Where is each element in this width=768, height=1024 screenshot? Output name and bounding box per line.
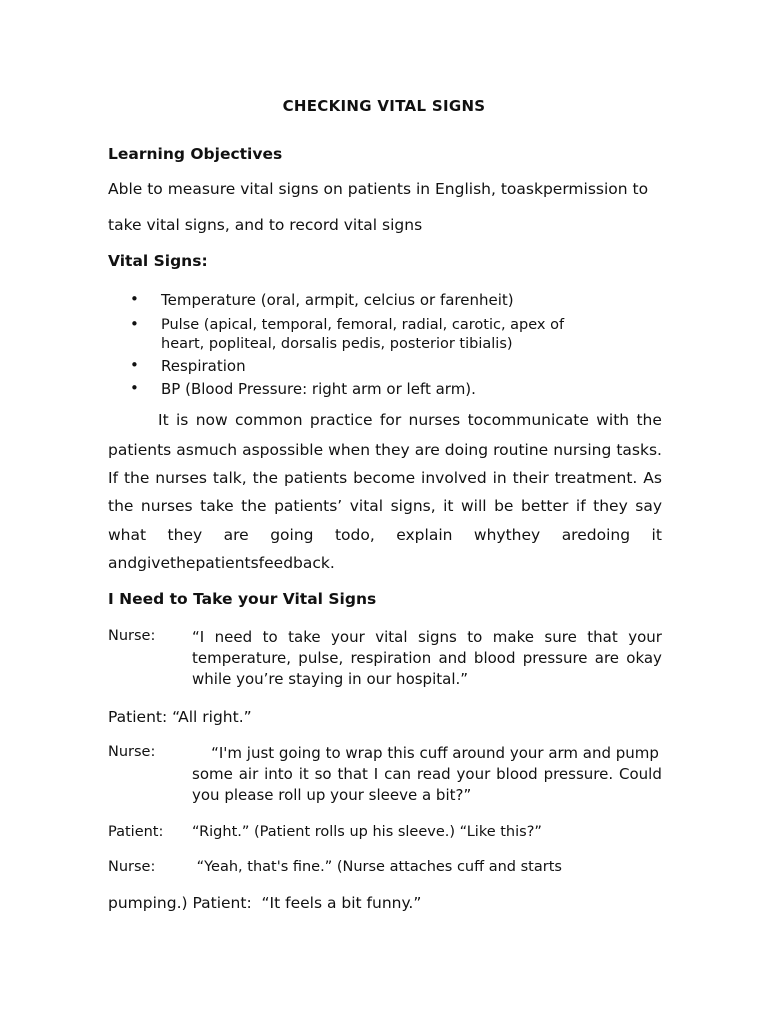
paragraph-line-4 <box>108 497 662 517</box>
dialogue-speaker-nurse: Nurse: <box>108 628 156 644</box>
word: todo, <box>334 526 375 544</box>
word: air <box>238 765 259 783</box>
word: asmuch <box>176 441 238 459</box>
word: going <box>270 526 314 544</box>
word: talk, <box>212 469 247 487</box>
word: common <box>235 411 303 429</box>
word: your <box>628 628 662 646</box>
word: for <box>379 411 402 429</box>
word: in <box>492 469 507 487</box>
word: to <box>467 628 483 646</box>
word: when <box>328 441 371 459</box>
word: aredoing <box>561 526 631 544</box>
word: say <box>635 497 662 515</box>
dialogue-patient-line: Patient: “All right.” <box>108 708 252 726</box>
word: respiration <box>350 649 432 667</box>
paragraph-line-1 <box>158 411 662 431</box>
dialogue-line <box>192 744 662 808</box>
word: better <box>520 497 569 515</box>
word: vital <box>349 497 384 515</box>
word: that <box>587 628 618 646</box>
dialogue-line <box>192 824 662 846</box>
dialogue-speaker-nurse: Nurse: <box>108 859 156 875</box>
word: explain <box>396 526 453 544</box>
word: treatment. <box>554 469 638 487</box>
dialogue-text-line-1: “I'm just going to wrap this cuff around your arm and pump <box>192 744 659 762</box>
word: take <box>288 628 321 646</box>
dialogue-line <box>192 859 662 881</box>
word: with <box>596 411 630 429</box>
word: practice <box>309 411 373 429</box>
word: the <box>123 469 150 487</box>
dialogue-heading: I Need to Take your Vital Signs <box>108 590 377 608</box>
word: read <box>416 765 451 783</box>
word: patients <box>283 469 348 487</box>
word: now <box>195 411 228 429</box>
word: sure <box>544 628 577 646</box>
word: temperature, <box>192 649 292 667</box>
word: doing <box>444 441 489 459</box>
word: Could <box>619 765 662 783</box>
body-paragraph <box>108 411 662 581</box>
list-item-text: BP (Blood Pressure: right arm or left arm). <box>161 380 476 398</box>
word: It <box>158 411 169 429</box>
bullet-icon: • <box>130 356 139 374</box>
word: blood <box>496 765 538 783</box>
word: to <box>262 628 278 646</box>
word: if <box>575 497 586 515</box>
dialogue-patient-line: pumping.) Patient: “It feels a bit funny.” <box>108 894 422 912</box>
word: are <box>414 441 440 459</box>
word: tasks. <box>616 441 662 459</box>
word: so <box>314 765 332 783</box>
word: are <box>223 526 249 544</box>
paragraph-line-3 <box>108 469 662 489</box>
dialogue-line <box>192 628 662 692</box>
word: that <box>337 765 368 783</box>
word: your <box>331 628 365 646</box>
dialogue-text-line-3: you please roll up your sleeve a bit?” <box>192 786 472 804</box>
dialogue-text-line-2 <box>192 765 662 785</box>
dialogue-text-line-3: while you’re staying in our hospital.” <box>192 670 469 688</box>
word: are <box>594 649 620 667</box>
list-item-text-continued: heart, popliteal, dorsalis pedis, posterior tibialis) <box>161 336 513 352</box>
word: they <box>593 497 628 515</box>
word: become <box>353 469 416 487</box>
bullet-icon: • <box>130 315 139 333</box>
word: will <box>461 497 487 515</box>
word: I <box>373 765 379 783</box>
word: involved <box>421 469 487 487</box>
word: As <box>643 469 662 487</box>
word: okay <box>626 649 662 667</box>
word: can <box>384 765 412 783</box>
word: pressure. <box>543 765 614 783</box>
word: make <box>492 628 534 646</box>
list-item-text: Respiration <box>161 357 246 375</box>
dialogue-text-line-2 <box>192 649 662 669</box>
vital-signs-heading: Vital Signs: <box>108 252 208 270</box>
word: and <box>438 649 467 667</box>
paragraph-line-2 <box>108 441 662 461</box>
word: what <box>108 526 147 544</box>
word: vital <box>375 628 408 646</box>
word: patients <box>108 441 172 459</box>
word: they <box>375 441 410 459</box>
word: signs, <box>390 497 436 515</box>
word: into <box>264 765 293 783</box>
word: it <box>651 526 662 544</box>
word: is <box>175 411 189 429</box>
word: be <box>494 497 514 515</box>
bullet-icon: • <box>130 379 139 397</box>
word: nurses <box>140 497 193 515</box>
dialogue-text-line-1 <box>192 628 662 648</box>
word: pressure <box>522 649 588 667</box>
bullet-icon: • <box>130 290 139 308</box>
dialogue-text-line-1: “Right.” (Patient rolls up his sleeve.) “Like this?” <box>192 824 542 840</box>
word: it <box>443 497 454 515</box>
paragraph-line-6: andgivethepatientsfeedback. <box>108 554 335 572</box>
list-item-text: Temperature (oral, armpit, celcius or farenheit) <box>161 291 514 309</box>
learning-objectives-text <box>108 180 662 240</box>
word: nurses <box>408 411 461 429</box>
word: take <box>200 497 234 515</box>
word: some <box>192 765 233 783</box>
word: “I <box>192 628 205 646</box>
word: If <box>108 469 119 487</box>
word: the <box>108 497 134 515</box>
learning-objectives-line-1: Able to measure vital signs on patients in English, toaskpermission to <box>108 180 649 198</box>
word: the <box>241 497 267 515</box>
word: need <box>214 628 253 646</box>
word: the <box>252 469 279 487</box>
word: signs <box>417 628 457 646</box>
dialogue-text-line-1: “Yeah, that's fine.” (Nurse attaches cuff and starts <box>192 859 562 875</box>
paragraph-line-5 <box>108 526 662 546</box>
word: aspossible <box>242 441 324 459</box>
word: whythey <box>473 526 541 544</box>
learning-objectives-heading: Learning Objectives <box>108 145 283 163</box>
word: nursing <box>553 441 612 459</box>
word: it <box>298 765 309 783</box>
word: tocommunicate <box>467 411 589 429</box>
word: patients’ <box>274 497 343 515</box>
word: routine <box>493 441 549 459</box>
word: pulse, <box>298 649 344 667</box>
word: they <box>167 526 203 544</box>
word: blood <box>473 649 516 667</box>
dialogue-speaker-nurse: Nurse: <box>108 744 156 760</box>
word: nurses <box>155 469 207 487</box>
word: their <box>512 469 549 487</box>
learning-objectives-line-2: take vital signs, and to record vital signs <box>108 216 423 234</box>
list-item-text: Pulse (apical, temporal, femoral, radial, carotic, apex of <box>161 317 565 333</box>
word: the <box>636 411 662 429</box>
dialogue-speaker-patient: Patient: <box>108 824 164 840</box>
document-title: CHECKING VITAL SIGNS <box>282 97 486 115</box>
word: your <box>456 765 491 783</box>
